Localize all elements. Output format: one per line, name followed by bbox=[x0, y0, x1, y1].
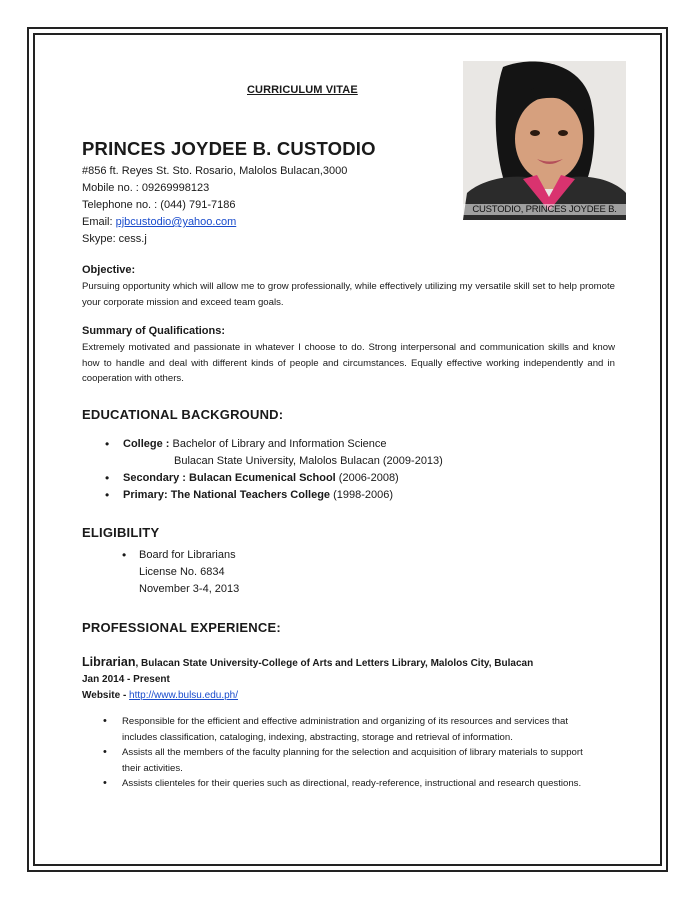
education-secondary bbox=[105, 470, 525, 487]
email-label: Email: bbox=[82, 216, 116, 228]
contact-block bbox=[82, 163, 347, 248]
summary-heading: Summary of Qualifications: bbox=[82, 325, 226, 337]
duty-text: Responsible for the efficient and effective administration and organizing of its resources and services that includes classification, cataloging, indexing, abstracting, storage and retrieval of information. bbox=[122, 716, 569, 743]
education-heading: EDUCATIONAL BACKGROUND: bbox=[82, 407, 284, 422]
college-degree: Bachelor of Library and Information Science bbox=[172, 438, 387, 450]
experience-heading: PROFESSIONAL EXPERIENCE: bbox=[82, 620, 281, 635]
address: #856 ft. Reyes St. Sto. Rosario, Malolos Bulacan,3000 bbox=[82, 165, 348, 177]
job-organization: , Bulacan State University-College of Arts and Letters Library, Malolos City, Bulacan bbox=[135, 658, 534, 669]
exam-date: November 3-4, 2013 bbox=[139, 583, 240, 595]
summary-text: Extremely motivated and passionate in whatever I choose to do. Strong interpersonal and communication skills and know how to handle and deal with different kinds of people and circumstances. Equally effective working independently and in cooperation with others. bbox=[82, 342, 615, 384]
email-link[interactable]: pjbcustodio@yahoo.com bbox=[115, 216, 237, 228]
email-line bbox=[82, 214, 347, 231]
job-header bbox=[82, 654, 533, 704]
portrait-illustration bbox=[463, 61, 626, 220]
photo-caption: CUSTODIO, PRINCES JOYDEE B. bbox=[463, 204, 626, 215]
website-label: Website - bbox=[82, 690, 130, 701]
objective-text: Pursuing opportunity which will allow me to grow professionally, while effectively utilizing my versatile skill set to help promote your corporate mission and exceed team goals. bbox=[82, 281, 615, 308]
duty-item bbox=[103, 714, 583, 745]
bullet-icon: • bbox=[103, 777, 107, 789]
college-label: College : bbox=[123, 438, 173, 450]
website-link[interactable]: http://www.bulsu.edu.ph/ bbox=[129, 690, 239, 701]
job-title-line bbox=[82, 654, 533, 672]
website-line bbox=[82, 688, 533, 704]
eligibility-item bbox=[122, 547, 239, 564]
duty-item bbox=[103, 776, 583, 792]
skype-id: Skype: cess.j bbox=[82, 233, 147, 245]
telephone-number: Telephone no. : (044) 791-7186 bbox=[82, 199, 236, 211]
secondary-years: (2006-2008) bbox=[335, 472, 399, 484]
bullet-icon: • bbox=[105, 488, 110, 502]
bullet-icon: • bbox=[103, 746, 107, 758]
bullet-icon: • bbox=[103, 715, 107, 727]
primary-years: (1998-2006) bbox=[330, 489, 394, 501]
duty-item bbox=[103, 745, 583, 776]
mobile-number: Mobile no. : 09269998123 bbox=[82, 182, 210, 194]
bullet-icon: • bbox=[122, 548, 127, 562]
bullet-icon: • bbox=[105, 437, 110, 451]
document-title: CURRICULUM VITAE bbox=[247, 84, 358, 96]
objective-heading: Objective: bbox=[82, 264, 136, 276]
primary-label: Primary: The National Teachers College bbox=[123, 489, 331, 501]
eligibility-board: Board for Librarians bbox=[139, 549, 236, 561]
duties-list bbox=[103, 714, 583, 792]
job-role: Librarian bbox=[82, 655, 136, 669]
job-dates: Jan 2014 - Present bbox=[82, 674, 170, 685]
duty-text: Assists clienteles for their queries such as directional, ready-reference, instructional and research questions. bbox=[122, 778, 582, 789]
education-primary bbox=[105, 487, 525, 504]
duty-text: Assists all the members of the faculty planning for the selection and acquisition of library materials to support their activities. bbox=[122, 747, 583, 774]
eligibility-heading: ELIGIBILITY bbox=[82, 525, 160, 540]
secondary-label: Secondary : Bulacan Ecumenical School bbox=[123, 472, 336, 484]
license-number: License No. 6834 bbox=[139, 566, 225, 578]
profile-photo bbox=[463, 61, 626, 220]
eligibility-list bbox=[122, 547, 239, 598]
bullet-icon: • bbox=[105, 471, 110, 485]
college-school: Bulacan State University, Malolos Bulacan (2009-2013) bbox=[174, 455, 443, 467]
education-list bbox=[105, 436, 525, 504]
education-college bbox=[105, 436, 525, 453]
applicant-name: PRINCES JOYDEE B. CUSTODIO bbox=[82, 138, 376, 159]
